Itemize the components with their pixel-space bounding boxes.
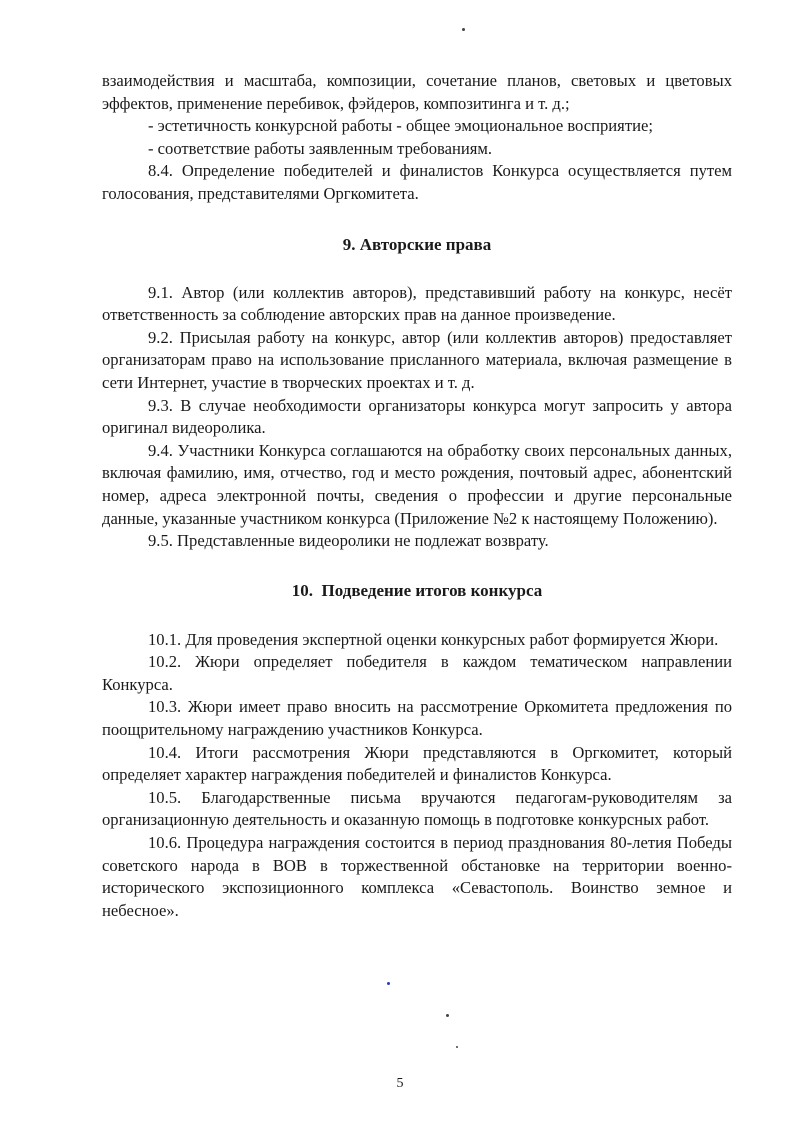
scan-speck <box>387 982 390 985</box>
intro-paragraph-2: - эстетичность конкурсной работы - общее эмоциональное восприятие; <box>148 116 653 136</box>
clause-9-4: 9.4. Участники Конкурса соглашаются на обработку своих персональных данных, включая фамилию, имя, отчество, год и место рождения, почтовый адрес, абонентский номер, адреса электронной почты, сведения о профессии и другие персональные данные, указанные участником конкурса (Приложение №2 к настоящему Положению). <box>102 440 732 528</box>
scan-speck <box>456 1046 458 1048</box>
clause-8-4: 8.4. Определение победителей и финалистов Конкурса осуществляется путем голосования, представителями Оргкомитета. <box>102 161 732 203</box>
clause-9-3: 9.3. В случае необходимости организаторы конкурса могут запросить у автора оригинал видеоролика. <box>102 395 732 438</box>
clause-10-3: 10.3. Жюри имеет право вносить на рассмотрение Оркомитета предложения по поощрительному награждению участников Конкурса. <box>102 697 732 740</box>
intro-paragraph-3: - соответствие работы заявленным требованиям. <box>148 138 493 158</box>
clause-10-5: 10.5. Благодарственные письма вручаются педагогам-руководителям за организационную деятельность и оказанную помощь в подготовке конкурсных работ. <box>102 787 732 830</box>
intro-paragraph-1: взаимодействия и масштаба, композиции, сочетание планов, световых и цветовых эффектов, применение перебивок, фэйдеров, композитинга и т. д.; <box>102 71 732 113</box>
scan-speck <box>462 28 465 31</box>
scan-speck <box>446 1014 449 1017</box>
page-number: 5 <box>396 1076 404 1091</box>
clause-9-1: 9.1. Автор (или коллектив авторов), представивший работу на конкурс, несёт ответственность за соблюдение авторских прав на данное произведение. <box>102 282 732 325</box>
section-10-heading: 10. Подведение итогов конкурса <box>291 580 543 600</box>
clause-9-2: 9.2. Присылая работу на конкурс, автор (или коллектив авторов) предоставляет организаторам право на использование присланного материала, включая размещение в сети Интернет, участие в творческих проектах и т. д. <box>102 327 732 392</box>
clause-9-5: 9.5. Представленные видеоролики не подлежат возврату. <box>148 531 549 551</box>
clause-10-6: 10.6. Процедура награждения состоится в период празднования 80-летия Победы советского народа в ВОВ в торжественной обстановке на территории военно-исторического экспозиционного комплекса «Севастополь. Воинство земное и небесное». <box>102 833 732 920</box>
clause-10-4: 10.4. Итоги рассмотрения Жюри представляются в Оргкомитет, который определяет характер награждения победителей и финалистов Конкурса. <box>102 742 732 785</box>
clause-10-1: 10.1. Для проведения экспертной оценки конкурсных работ формируется Жюри. <box>148 629 719 649</box>
document-page <box>102 70 732 922</box>
section-9-heading: 9. Авторские права <box>342 234 492 254</box>
clause-10-2: 10.2. Жюри определяет победителя в каждом тематическом направлении Конкурса. <box>102 652 732 694</box>
